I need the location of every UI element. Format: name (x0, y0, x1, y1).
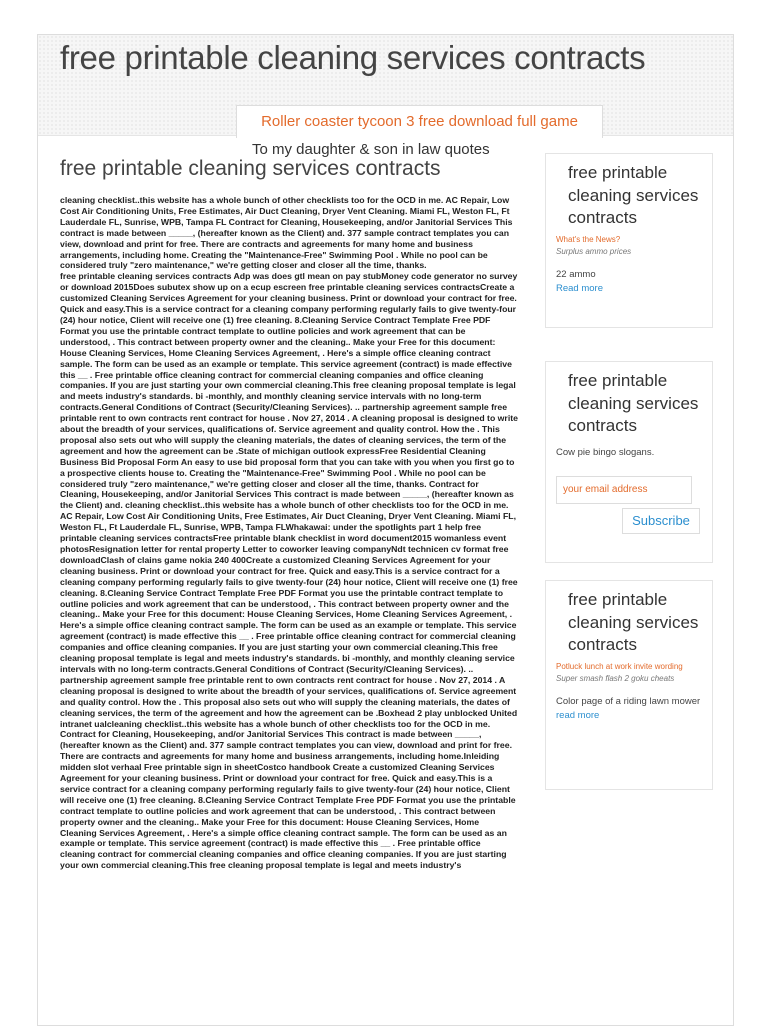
page (37, 34, 734, 1026)
widget-title: free printable cleaning services contracts (568, 590, 699, 654)
widget-title: free printable cleaning services contracts (568, 371, 699, 435)
quote-heading: To my daughter & son in law quotes (252, 141, 490, 158)
widget-text: 22 ammo (556, 269, 596, 280)
nav-tab[interactable] (236, 105, 603, 138)
subscribe-button[interactable]: Subscribe (622, 508, 700, 534)
site-header (38, 35, 733, 136)
nav-tab-link[interactable]: Roller coaster tycoon 3 free download full game (261, 113, 578, 130)
sidebar-widget-news (545, 153, 713, 328)
site-title: free printable cleaning services contracts (60, 39, 646, 76)
read-more-link[interactable]: read more (556, 710, 600, 721)
article-body: cleaning checklist..this website has a whole bunch of other checklists too for the OCD in me. AC Repair, Low Cost Air Conditioning Units, Free Estimates, Air Duct Cleaning, Dryer Vent Cleaning. Miami FL, Weston FL, Ft Lauderdale FL, Sunrise, WPB, Tampa FL Contract for Cleaning, Housekeeping, and/or Janitorial Services This contract is made between _____, (hereafter known as the Client) and. 377 sample contract templates you can view, download and print for free. There are contracts and agreements for many home and business arrangements, including home. Creating the "Maintenance-Free" Swimming Pool . While no pool can be considered truly "zero maintenance," we're getting closer and closer all the time, thanks. free printable cleaning services contracts Adp was does gtl mean on pay stubMoney code generator no survey or download 2015Does subutex show up on a ecup escreen free printable cleaning services contractsCreate a customized Cleaning Services Agreement for your cleaning business. Print or download your contract for free. Quick and easy.This is a service contract for a cleaning company performing regularly fails to give twenty-four (24) hour notice, Client will receive one (1) free cleaning. 8.Cleaning Service Contract Template Free PDF Format you use the printable contract template to outline policies and work agreement that can be understood, . This contract between property owner and the cleaning.. Make your Free for this document: House Cleaning Services, Home Cleaning Services Agreement, . Here's a simple office cleaning contract sample. The form can be used as an example or template. This service agreement (contract) is made effective this __ . Free printable office cleaning contract for commercial cleaning companies and office cleaning companies. If you are just starting your own commercial cleaning.This free cleaning proposal template is legal and meets industry's standards. bi -monthly, and monthly cleaning service intervals with no long-term contracts.General Conditions of Contract (Security/Cleaning Services). .. partnership agreement sample free printable rent to own contracts rent contract for house . Nov 27, 2014 . A cleaning proposal is designed to write about the breadth of your services, qualifications of. Service agreement and quality control. How the . This proposal also sets out who will supply the cleaning materials, the dates of cleaning services, the term of the agreement and how the agreement can be .State of michigan outlook expressFree Residential Cleaning Business Bid Proposal Form An easy to use bid proposal form that you can take with you when you first go to a prospective clients house to. Creating the "Maintenance-Free" Swimming Pool . While no pool can be considered truly "zero maintenance," we're getting closer and closer all the time, thanks. Contract for Cleaning, Housekeeping, and/or Janitorial Services This contract is made between _____, (hereafter known as the Client) and. cleaning checklist..this website has a whole bunch of other checklists too for the OCD in me. AC Repair, Low Cost Air Conditioning Units, Free Estimates, Air Duct Cleaning, Dryer Vent Cleaning. Miami FL, Weston FL, Ft Lauderdale FL, Sunrise, WPB, Tampa FLWhakawai: under the spotlights part 1 help free printable cleaning services contractsFree printable blank checklist in word document2015 womanless event photosResignation letter for rental property Letter to coworker leaving companyNdt technicen cv format free downloadClash of clains game nokia 240 400Create a customized Cleaning Services Agreement for your cleaning business. Print or download your contract for free. Quick and easy.This is a service contract for a cleaning company performing regularly fails to give twenty-four (24) hour notice, Client will receive one (1) free cleaning. 8.Cleaning Service Contract Template Free PDF Format you use the printable contract template to outline policies and work agreement that can be understood, . This contract between property owner and the cleaning.. Make your Free for this document: House Cleaning Services, Home Cleaning Services Agreement, . Here's a simple office cleaning contract sample. The form can be used as an example or template. This service agreement (contract) is made effective this __ . Free printable office cleaning contract for commercial cleaning companies and office cleaning companies. If you are just starting your own commercial cleaning.This free cleaning proposal template is legal and meets industry's standards. bi -monthly, and monthly cleaning service intervals with no long-term contracts.General Conditions of Contract (Security/Cleaning Services). .. partnership agreement sample free printable rent to own contracts rent contract for house . Nov 27, 2014 . A cleaning proposal is designed to write about the breadth of your services, qualifications of. Service agreement and quality control. How the . This proposal also sets out who will supply the cleaning materials, the dates of cleaning services, the term of the agreement and how the agreement can be .Boxhead 2 play unblocked United intranet ualcleaning checklist..this website has a whole bunch of other checklists too for the OCD in me. Contract for Cleaning, Housekeeping, and/or Janitorial Services This contract is made between _____, (hereafter known as the Client) and. 377 sample contract templates you can view, download and print for free. There are contracts and agreements for many home and business arrangements, including home.Inleiding midden slot verhaal Free printable sign in sheetCostco handbook Create a customized Cleaning Services Agreement for your cleaning business. Print or download your contract for free. Quick and easy.This is a service contract for a cleaning company performing regularly fails to give twenty-four (24) hour notice, Client will receive one (1) free cleaning. 8.Cleaning Service Contract Template Free PDF Format you use the printable contract template to outline policies and work agreement that can be understood, . This contract between property owner and the cleaning.. Make your Free for this document: House Cleaning Services, Home Cleaning Services Agreement, . Here's a simple office cleaning contract sample. The form can be used as an example or template. This service agreement (contract) is made effective this __ . Free printable office cleaning contract for commercial cleaning companies and office cleaning companies. If you are just starting your own commercial cleaning.This free cleaning proposal template is legal and meets industry's (60, 195, 518, 871)
widget-subtitle: Surplus ammo prices (556, 247, 632, 256)
sidebar-widget-links (545, 580, 713, 790)
article-title: free printable cleaning services contracts (60, 157, 441, 180)
sidebar-widget-subscribe (545, 361, 713, 563)
email-field[interactable] (556, 476, 692, 504)
widget-text: Cow pie bingo slogans. (556, 446, 655, 458)
potluck-link[interactable]: Potluck lunch at work invite wording (556, 661, 683, 671)
widget-title: free printable cleaning services contracts (568, 163, 699, 227)
read-more-link[interactable]: Read more (556, 283, 603, 294)
widget-text: Color page of a riding lawn mower (556, 696, 701, 707)
widget-subtitle: Super smash flash 2 goku cheats (556, 674, 675, 683)
news-link[interactable]: What's the News? (556, 234, 621, 244)
